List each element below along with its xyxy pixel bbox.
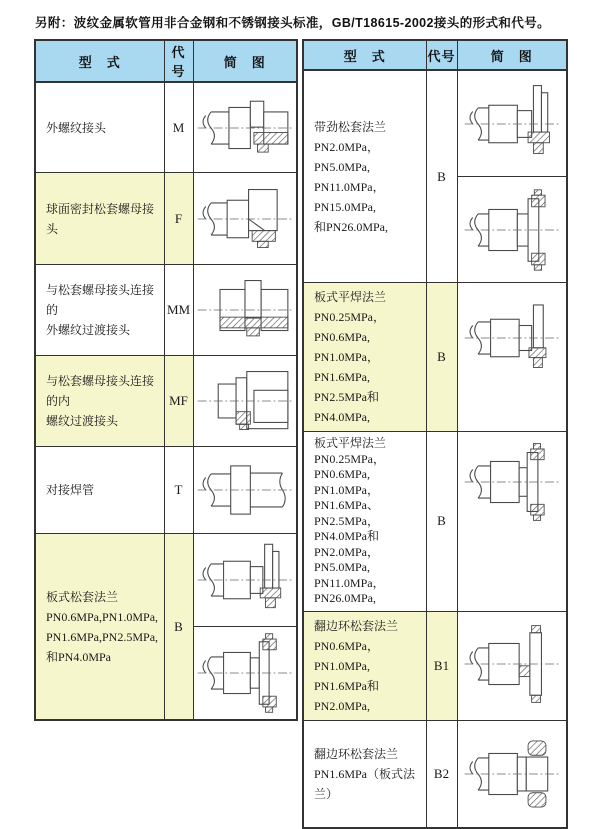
joint-types-table-right <box>302 39 568 829</box>
joint-type-text-line: 螺纹过渡接头 <box>46 414 119 428</box>
neck-loose-flange-front-diagram <box>458 71 567 176</box>
joint-type-text-line: PN2.5MPa，PN4.0MPa和 <box>314 513 380 543</box>
joint-diagram-cell <box>457 70 567 283</box>
header-code: 代号 <box>164 40 193 82</box>
joint-type-text-line: 板式平焊法兰 <box>314 436 387 450</box>
table-row <box>35 82 297 173</box>
joint-type-text-line: 和PN26.0MPa, <box>314 219 389 234</box>
joint-diagram-cell <box>193 534 297 721</box>
joint-type-text-line: PN2.0MPa，PN5.0MPa, <box>314 544 380 574</box>
female-thread-transition-joint-diagram <box>194 356 297 446</box>
joint-types-table-left <box>34 39 298 721</box>
flat-weld-flange-low-diagram <box>458 283 567 393</box>
joint-code-cell: B2 <box>426 720 457 828</box>
joint-diagram-cell <box>193 447 297 534</box>
plate-loose-flange-front-diagram <box>194 534 297 626</box>
joint-type-cell <box>35 447 164 534</box>
joint-type-text-line: PN1.6MPa（板式法兰） <box>314 766 416 801</box>
table-row <box>35 173 297 265</box>
flat-weld-flange-high-diagram <box>458 432 567 531</box>
joint-type-text-line: 翻边环松套法兰 <box>314 746 399 761</box>
joint-diagram-cell <box>457 720 567 828</box>
joint-type-text-line: PN2.0MPa，PN5.0MPa, <box>314 139 380 174</box>
joint-type-text-line: 外螺纹接头 <box>46 120 107 135</box>
joint-type-text-line: PN11.0MPa，PN15.0MPa, <box>314 179 385 214</box>
joint-diagram-cell <box>193 265 297 356</box>
table-row <box>35 356 297 447</box>
table-row <box>303 611 567 720</box>
header-code: 代号 <box>426 40 457 70</box>
joint-diagram-cell <box>457 611 567 720</box>
neck-loose-flange-back-diagram <box>458 176 567 282</box>
joint-type-text-line: 板式松套法兰 <box>46 589 119 604</box>
joint-type-text-line: 外螺纹过渡接头 <box>46 323 131 337</box>
table-row <box>303 70 567 283</box>
joint-type-text-line: PN0.6MPa,PN1.0MPa, <box>46 609 159 624</box>
sphere-seal-loose-nut-joint-diagram <box>194 173 297 264</box>
joint-type-cell <box>35 534 164 721</box>
butt-weld-pipe-diagram <box>194 447 297 533</box>
joint-type-cell <box>35 265 164 356</box>
joint-type-text-line: PN0.25MPa，PN0.6MPa, <box>314 451 386 481</box>
table-row <box>303 720 567 828</box>
joint-type-text-line: 球面密封松套螺母接头 <box>46 201 155 236</box>
table-row <box>303 283 567 432</box>
joint-type-cell <box>303 432 426 612</box>
joint-code-cell: M <box>164 82 193 173</box>
joint-type-cell <box>303 611 426 720</box>
table-row <box>35 534 297 721</box>
joint-diagram-cell <box>193 356 297 447</box>
flanged-ring-plate-flange-diagram <box>458 721 567 827</box>
joint-type-text-line: 板式平焊法兰 <box>314 290 387 304</box>
page-title: 另附：波纹金属软管用非合金钢和不锈钢接头标准，GB/T18615-2002接头的形式和代号。 <box>35 16 550 30</box>
joint-type-text-line: 和PN4.0MPa <box>46 649 112 664</box>
joint-type-cell <box>35 82 164 173</box>
joint-type-cell <box>303 283 426 432</box>
joint-diagram-cell <box>457 432 567 612</box>
joint-code-cell: B <box>426 70 457 283</box>
joint-code-cell: B <box>426 432 457 612</box>
joint-code-cell: MM <box>164 265 193 356</box>
joint-type-text-line: 与松套螺母接头连接的 <box>46 283 155 317</box>
joint-type-text-line: PN0.25MPa，PN0.6MPa, <box>314 310 386 344</box>
joint-code-cell: F <box>164 173 193 265</box>
joint-type-text-line: PN11.0MPa，PN26.0MPa, <box>314 575 385 605</box>
joint-type-text-line: 对接焊管 <box>46 483 95 497</box>
header-type: 型 式 <box>303 40 426 70</box>
plate-loose-flange-back-diagram <box>194 626 297 719</box>
joint-type-cell <box>35 356 164 447</box>
header-diagram: 简 图 <box>457 40 567 70</box>
joint-diagram-cell <box>193 173 297 265</box>
joint-type-cell <box>303 70 426 283</box>
table-row <box>35 447 297 534</box>
joint-type-text-line: PN1.0MPa，PN1.6MPa, <box>314 350 380 384</box>
joint-type-cell <box>35 173 164 265</box>
joint-type-text-line: 带劲松套法兰 <box>314 119 387 134</box>
table-header-row <box>303 40 567 70</box>
joint-code-cell: B1 <box>426 611 457 720</box>
joint-type-text-line: 翻边环松套法兰 <box>314 618 399 633</box>
joint-diagram-cell <box>193 82 297 173</box>
header-type: 型 式 <box>35 40 164 82</box>
joint-type-text-line: 与松套螺母接头连接的内 <box>46 374 155 408</box>
table-row <box>35 265 297 356</box>
joint-type-cell <box>303 720 426 828</box>
joint-diagram-cell <box>457 283 567 432</box>
joint-code-cell: T <box>164 447 193 534</box>
joint-type-text-line: PN1.6MPa和PN2.0MPa, <box>314 678 380 713</box>
joint-type-text-line: PN0.6MPa，PN1.0MPa, <box>314 638 380 673</box>
male-thread-transition-joint-diagram <box>194 265 297 355</box>
header-diagram: 简 图 <box>193 40 297 82</box>
table-header-row <box>35 40 297 82</box>
joint-type-text-line: PN1.6MPa,PN2.5MPa, <box>46 629 159 644</box>
joint-type-text-line: PN1.0MPa，PN1.6MPa、 <box>314 482 380 512</box>
joint-code-cell: B <box>164 534 193 721</box>
external-thread-joint-diagram <box>194 83 297 172</box>
table-row <box>303 432 567 612</box>
joint-code-cell: MF <box>164 356 193 447</box>
joint-code-cell: B <box>426 283 457 432</box>
flanged-ring-loose-flange-diagram <box>458 612 567 717</box>
joint-type-text-line: PN2.5MPa和PN4.0MPa, <box>314 390 380 424</box>
